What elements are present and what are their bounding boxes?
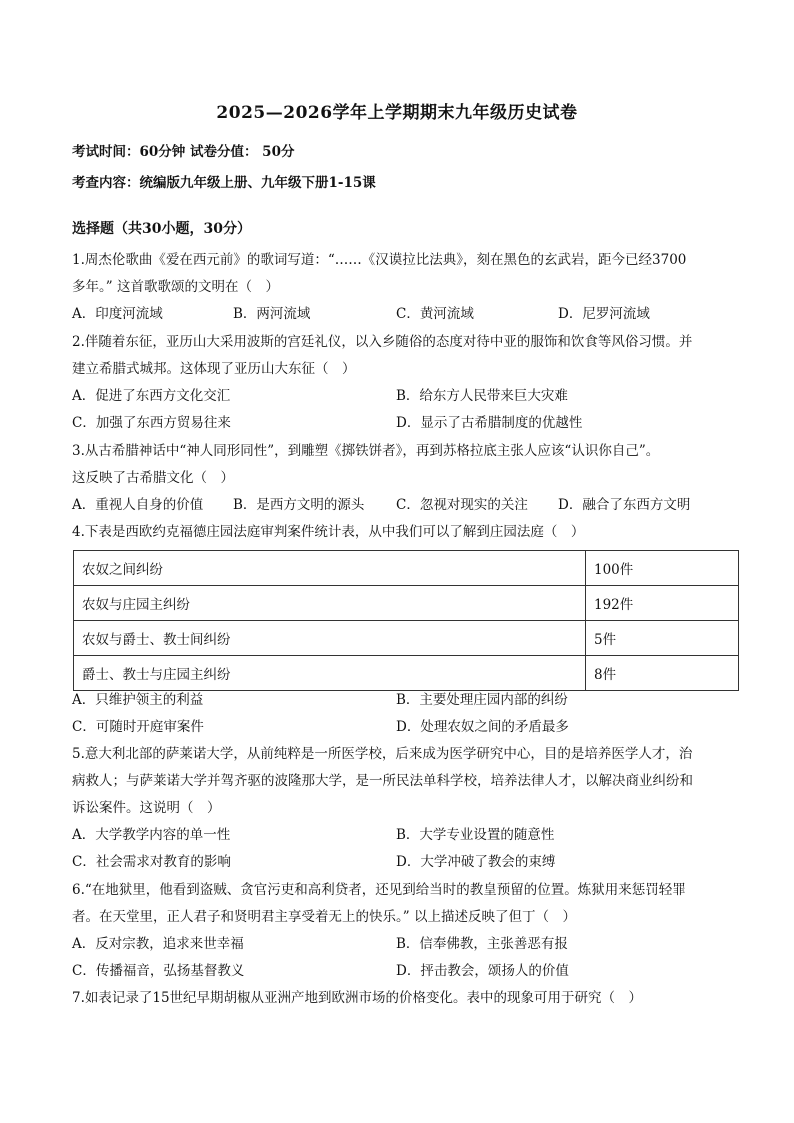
table-row: [74, 586, 739, 621]
option-b[interactable]: B．是西方文明的源头: [233, 497, 365, 513]
option-c[interactable]: C．加强了东西方贸易往来: [72, 415, 231, 431]
page-title: 2025—2026学年上学期期末九年级历史试卷: [216, 103, 578, 123]
option-b[interactable]: B．两河流域: [233, 306, 311, 322]
option-c[interactable]: C．可随时开庭审案件: [72, 719, 204, 735]
question-line: 6.“在地狱里，他看到盗贼、贪官污吏和高利贷者，还见到给当时的教皇预留的位置。炼狱用来惩罚轻罪: [72, 882, 686, 898]
option-c[interactable]: C．社会需求对教育的影响: [72, 854, 231, 870]
table-cell-count: 192件: [586, 586, 739, 621]
option-c[interactable]: C．忽视对现实的关注: [396, 497, 528, 513]
option-d[interactable]: D．融合了东西方文明: [558, 497, 691, 513]
question-line: 5.意大利北部的萨莱诺大学，从前纯粹是一所医学校，后来成为医学研究中心，目的是培养医学人才，治: [72, 746, 693, 762]
court-cases-table: [73, 550, 739, 691]
table-cell-type: 农奴与爵士、教士间纠纷: [74, 621, 586, 656]
question-line: 建立希腊式城邦。这体现了亚历山大东征（ ）: [72, 361, 356, 377]
option-a[interactable]: A．反对宗教，追求来世幸福: [72, 936, 244, 952]
option-b[interactable]: B．信奉佛教，主张善恶有报: [396, 936, 568, 952]
question-line: 1.周杰伦歌曲《爱在西元前》的歌词写道：“……《汉谟拉比法典》，刻在黑色的玄武岩，距今已经3700: [72, 252, 687, 268]
table-cell-type: 爵士、教士与庄园主纠纷: [74, 656, 586, 691]
table-row: [74, 551, 739, 586]
question-3-stem: [72, 438, 727, 492]
question-line: 3.从古希腊神话中“神人同形同性”，到雕塑《掷铁饼者》，再到苏格拉底主张人应该“认识你自己”。: [72, 443, 660, 459]
option-a[interactable]: A．促进了东西方文化交汇: [72, 388, 231, 404]
question-1-stem: [72, 247, 727, 301]
option-d[interactable]: D．抨击教会，颂扬人的价值: [396, 963, 569, 979]
question-6-stem: [72, 877, 727, 931]
table-row: [74, 621, 739, 656]
table-cell-type: 农奴与庄园主纠纷: [74, 586, 586, 621]
question-line: 这反映了古希腊文化（ ）: [72, 470, 234, 486]
exam-time-score: 考试时间：60分钟 试卷分值： 50分: [72, 144, 295, 160]
question-line: 7.如表记录了15世纪早期胡椒从亚洲产地到欧洲市场的价格变化。表中的现象可用于研究（ ）: [72, 990, 643, 1006]
question-line: 2.伴随着东征，亚历山大采用波斯的宫廷礼仪，以入乡随俗的态度对待中亚的服饰和饮食等风俗习惯。并: [72, 334, 693, 350]
option-a[interactable]: A．印度河流域: [72, 306, 163, 322]
option-c[interactable]: C．传播福音，弘扬基督教义: [72, 963, 245, 979]
option-b[interactable]: B．给东方人民带来巨大灾难: [396, 388, 568, 404]
table-cell-type: 农奴之间纠纷: [74, 551, 586, 586]
option-d[interactable]: D．尼罗河流域: [558, 306, 650, 322]
option-a[interactable]: A．大学教学内容的单一性: [72, 827, 231, 843]
option-a[interactable]: A．只维护领主的利益: [72, 692, 204, 708]
option-a[interactable]: A．重视人自身的价值: [72, 497, 204, 513]
question-line: 4.下表是西欧约克福德庄园法庭审判案件统计表，从中我们可以了解到庄园法庭（ ）: [72, 524, 585, 540]
question-4-stem: [72, 519, 727, 546]
question-7-stem: [72, 985, 727, 1012]
exam-scope: 考查内容：统编版九年级上册、九年级下册1-15课: [72, 175, 376, 191]
question-line: 者。在天堂里，正人君子和贤明君主享受着无上的快乐。” 以上描述反映了但丁（ ）: [72, 909, 576, 925]
table-cell-count: 8件: [586, 656, 739, 691]
question-5-stem: [72, 741, 727, 822]
question-line: 诉讼案件。这说明（ ）: [72, 800, 221, 816]
question-2-stem: [72, 329, 727, 383]
question-line: 多年。” 这首歌歌颂的文明在（ ）: [72, 279, 279, 295]
option-c[interactable]: C．黄河流域: [396, 306, 474, 322]
option-d[interactable]: D．处理农奴之间的矛盾最多: [396, 719, 569, 735]
table-row: [74, 656, 739, 691]
table-cell-count: 100件: [586, 551, 739, 586]
table-cell-count: 5件: [586, 621, 739, 656]
section-heading: 选择题（共30小题，30分）: [72, 221, 251, 237]
option-b[interactable]: B．大学专业设置的随意性: [396, 827, 555, 843]
question-line: 病救人；与萨莱诺大学并驾齐驱的波隆那大学，是一所民法单科学校，培养法律人才，以解决商业纠纷和: [72, 773, 693, 789]
option-d[interactable]: D．大学冲破了教会的束缚: [396, 854, 556, 870]
option-b[interactable]: B．主要处理庄园内部的纠纷: [396, 692, 568, 708]
option-d[interactable]: D．显示了古希腊制度的优越性: [396, 415, 583, 431]
